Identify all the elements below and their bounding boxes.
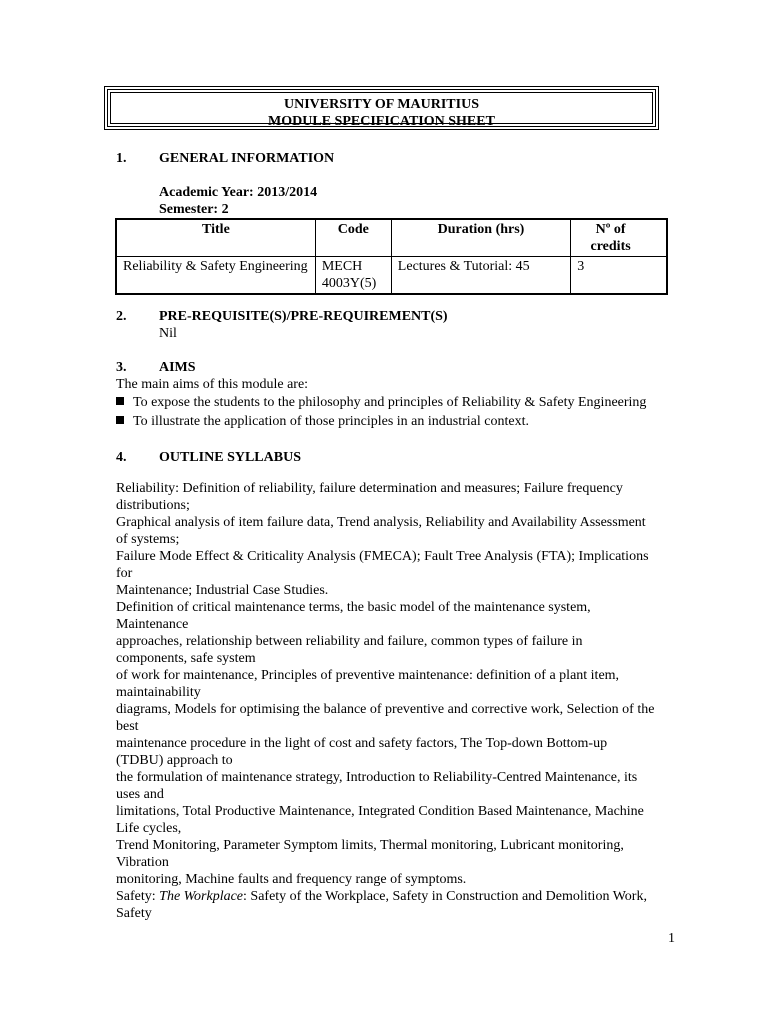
syllabus-line: of systems;	[116, 532, 180, 547]
aim-bullet-1: To expose the students to the philosophy and principles of Reliability & Safety Engineering	[116, 394, 646, 411]
syllabus-line: Vibration	[116, 855, 169, 870]
section-2-title: PRE-REQUISITE(S)/PRE-REQUIREMENT(S)	[159, 309, 448, 324]
aims-intro: The main aims of this module are:	[116, 377, 309, 392]
cell-duration: Lectures & Tutorial: 45	[391, 257, 570, 295]
cell-code	[315, 257, 391, 295]
section-2-number: 2.	[116, 309, 127, 324]
syllabus-line: Safety	[116, 906, 152, 921]
syllabus-line: for	[116, 566, 133, 581]
syllabus-line: maintenance procedure in the light of cost and safety factors, The Top-down Bottom-up	[116, 736, 608, 751]
syllabus-line: Life cycles,	[116, 821, 182, 836]
prerequisite-value: Nil	[159, 326, 177, 341]
syllabus-line: uses and	[116, 787, 164, 802]
sheet-title: MODULE SPECIFICATION SHEET	[268, 114, 495, 129]
syllabus-line: approaches, relationship between reliability and failure, common types of failure in	[116, 634, 583, 649]
workplace-italic: The Workplace	[159, 889, 244, 904]
header-credits: Nº of credits	[571, 219, 667, 257]
header-code: Code	[315, 219, 391, 257]
syllabus-line: maintainability	[116, 685, 201, 700]
page-number: 1	[668, 931, 675, 946]
syllabus-line: monitoring, Machine faults and frequency range of symptoms.	[116, 872, 467, 887]
code-line-2: 4003Y(5)	[321, 276, 377, 291]
code-line-1: MECH	[321, 259, 363, 274]
syllabus-line: Failure Mode Effect & Criticality Analysis (FMECA); Fault Tree Analysis (FTA); Implications	[116, 549, 649, 564]
table-header-row	[116, 219, 667, 257]
header-duration: Duration (hrs)	[391, 219, 570, 257]
module-info-table	[115, 218, 668, 295]
academic-year: Academic Year: 2013/2014	[159, 185, 318, 200]
section-4-number: 4.	[116, 450, 127, 465]
syllabus-line: best	[116, 719, 139, 734]
table-row	[116, 257, 667, 295]
university-name: UNIVERSITY OF MAURITIUS	[284, 97, 479, 112]
section-1-title: GENERAL INFORMATION	[159, 151, 335, 166]
section-1-number: 1.	[116, 151, 127, 166]
section-3-title: AIMS	[159, 360, 196, 375]
section-4-title: OUTLINE SYLLABUS	[159, 450, 301, 465]
syllabus-line: (TDBU) approach to	[116, 753, 233, 768]
cell-credits: 3	[571, 257, 667, 295]
syllabus-line: of work for maintenance, Principles of preventive maintenance: definition of a plant item,	[116, 668, 620, 683]
bullet-square-icon	[116, 397, 124, 405]
syllabus-line: Trend Monitoring, Parameter Symptom limits, Thermal monitoring, Lubricant monitoring,	[116, 838, 624, 853]
header-title: Title	[116, 219, 315, 257]
syllabus-safety-line: Safety: The Workplace: Safety of the Workplace, Safety in Construction and Demolition Work,	[116, 889, 647, 904]
title-box	[104, 86, 659, 130]
bullet-square-icon	[116, 416, 124, 424]
semester: Semester: 2	[159, 202, 229, 217]
syllabus-line: Definition of critical maintenance terms, the basic model of the maintenance system,	[116, 600, 591, 615]
syllabus-line: the formulation of maintenance strategy, Introduction to Reliability-Centred Maintenance, its	[116, 770, 638, 785]
cell-title: Reliability & Safety Engineering	[116, 257, 315, 295]
syllabus-line: limitations, Total Productive Maintenance, Integrated Condition Based Maintenance, Machine	[116, 804, 644, 819]
section-3-number: 3.	[116, 360, 127, 375]
syllabus-text	[116, 480, 668, 922]
syllabus-line: Maintenance; Industrial Case Studies.	[116, 583, 329, 598]
syllabus-line: Maintenance	[116, 617, 189, 632]
syllabus-line: Graphical analysis of item failure data, Trend analysis, Reliability and Availability Assessment	[116, 515, 646, 530]
syllabus-line: diagrams, Models for optimising the balance of preventive and corrective work, Selection of the	[116, 702, 655, 717]
syllabus-line: components, safe system	[116, 651, 256, 666]
aim-bullet-2: To illustrate the application of those principles in an industrial context.	[116, 413, 529, 430]
syllabus-line: distributions;	[116, 498, 190, 513]
syllabus-line: Reliability: Definition of reliability, failure determination and measures; Failure frequency	[116, 481, 623, 496]
